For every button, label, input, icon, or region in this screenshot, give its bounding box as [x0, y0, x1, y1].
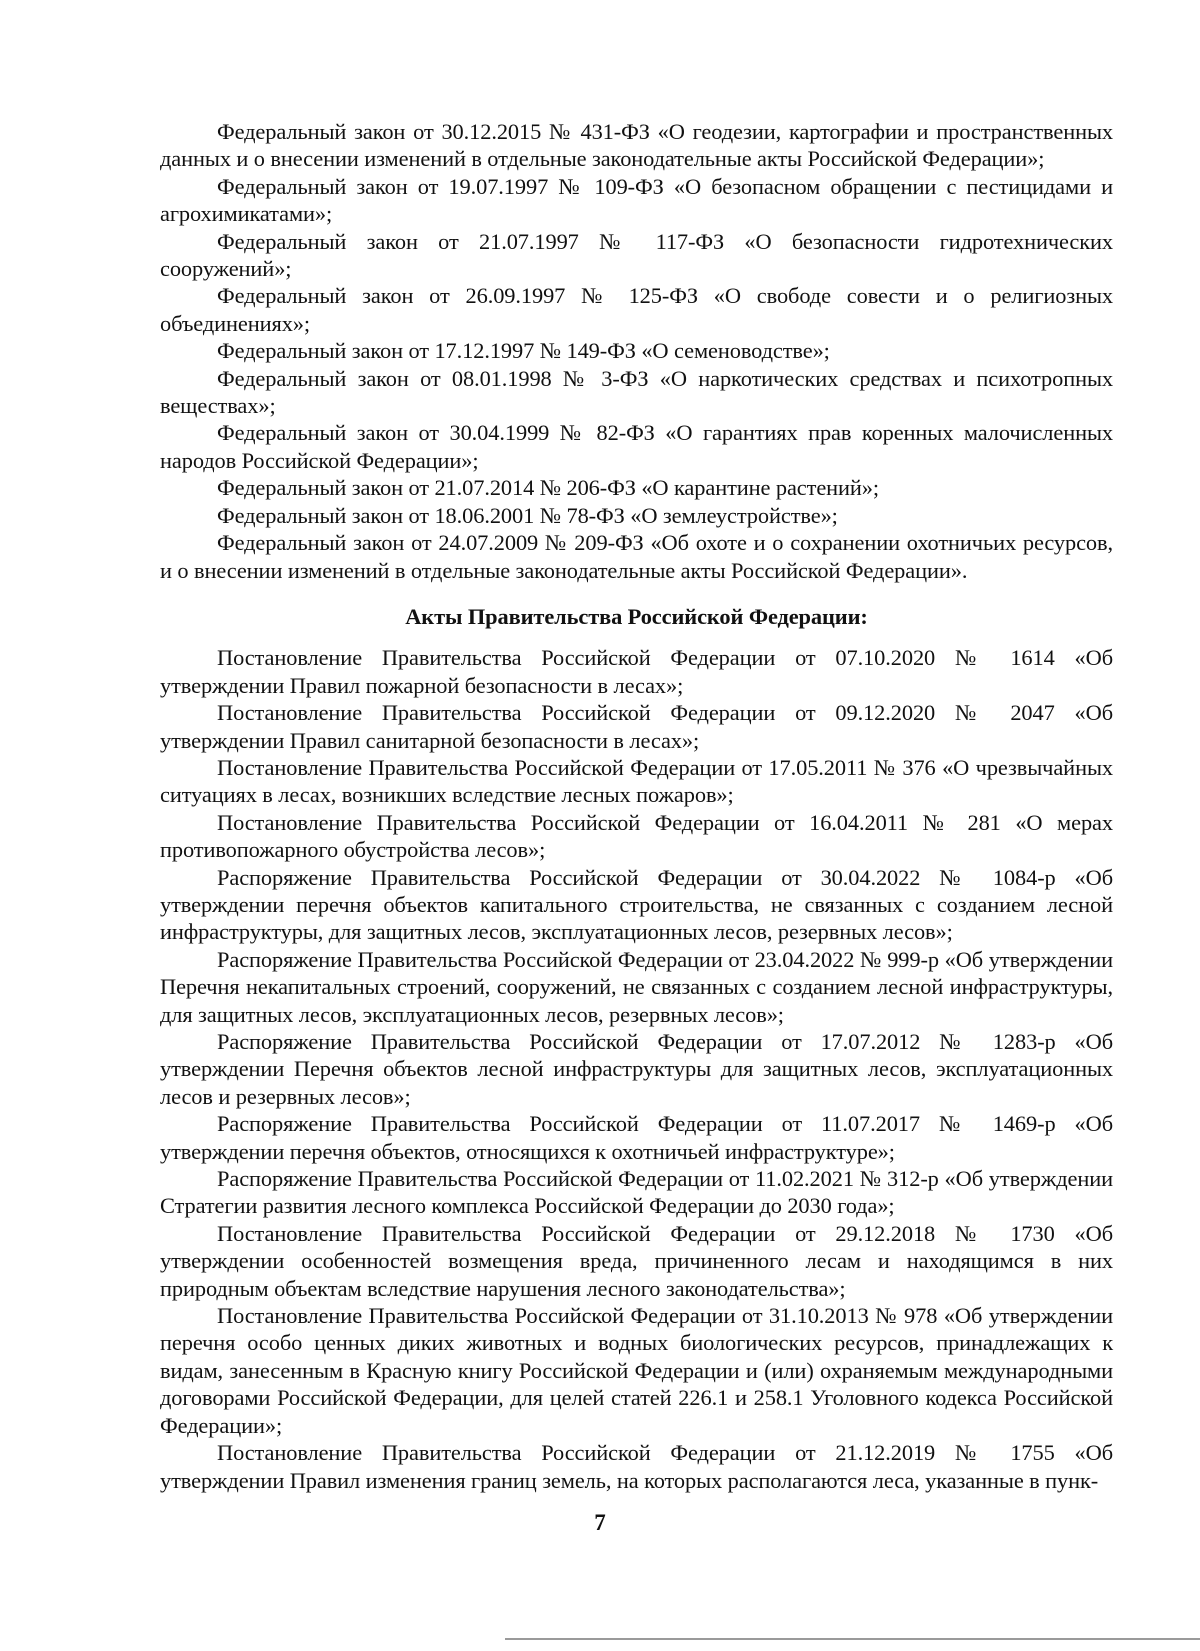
- document-page: [160, 118, 1113, 1494]
- federal-law-item: Федеральный закон от 26.09.1997 № 125-ФЗ «О свободе совести и о религиозных объединениях»;: [160, 283, 1113, 336]
- government-act-item: Распоряжение Правительства Российской Федерации от 11.02.2021 № 312-р «Об утверждении Стратегии развития лесного комплекса Российской Федерации до 2030 года»;: [160, 1166, 1113, 1219]
- government-act-item: Распоряжение Правительства Российской Федерации от 23.04.2022 № 999-р «Об утверждении Перечня некапитальных строений, сооружений, не связанных с созданием лесной инфраструктуры, для защитных лесов, эксплуатационных лесов, резервных лесов»;: [160, 946, 1113, 1027]
- federal-law-item: Федеральный закон от 17.12.1997 № 149-ФЗ «О семеноводстве»;: [217, 338, 830, 364]
- federal-law-item: Федеральный закон от 21.07.1997 № 117-ФЗ «О безопасности гидротехнических сооружений»;: [160, 228, 1113, 282]
- government-act-item: Распоряжение Правительства Российской Федерации от 11.07.2017 № 1469-р «Об утверждении перечня объектов, относящихся к охотничьей инфраструктуре»;: [160, 1111, 1113, 1164]
- federal-law-item: Федеральный закон от 08.01.1998 № 3-ФЗ «О наркотических средствах и психотропных веществах»;: [160, 365, 1113, 419]
- government-act-item: Постановление Правительства Российской Федерации от 09.12.2020 № 2047 «Об утверждении Правил санитарной безопасности в лесах»;: [160, 700, 1113, 753]
- government-act-item: Постановление Правительства Российской Федерации от 07.10.2020 № 1614 «Об утверждении Правил пожарной безопасности в лесах»;: [160, 645, 1113, 698]
- government-acts-list: [160, 644, 1113, 1494]
- federal-law-item: Федеральный закон от 30.04.1999 № 82-ФЗ «О гарантиях прав коренных малочисленных народов Российской Федерации»;: [160, 420, 1113, 473]
- government-act-item: Постановление Правительства Российской Федерации от 17.05.2011 № 376 «О чрезвычайных ситуациях в лесах, возникших вследствие лесных пожаров»;: [160, 754, 1113, 808]
- government-act-item: Постановление Правительства Российской Федерации от 29.12.2018 № 1730 «Об утверждении особенностей возмещения вреда, причиненного лесам и находящимся в них природным объектам вследствие нарушения лесного законодательства»;: [160, 1220, 1113, 1301]
- section-heading: Акты Правительства Российской Федерации:: [405, 603, 868, 629]
- federal-law-item: Федеральный закон от 18.06.2001 № 78-ФЗ «О землеустройстве»;: [217, 502, 838, 528]
- government-act-item: Распоряжение Правительства Российской Федерации от 30.04.2022 № 1084-р «Об утверждении перечня объектов капитального строительства, не связанных с созданием лесной инфраструктуры, для защитных лесов, эксплуатационных лесов, резервных лесов»;: [160, 864, 1113, 945]
- federal-law-item: Федеральный закон от 24.07.2009 № 209-ФЗ «Об охоте и о сохранении охотничьих ресурсов, и о внесении изменений в отдельные законодательные акты Российской Федерации».: [160, 530, 1113, 583]
- government-act-item: Постановление Правительства Российской Федерации от 31.10.2013 № 978 «Об утверждении перечня особо ценных диких животных и водных биологических ресурсов, принадлежащих к видам, занесенным в Красную книгу Российской Федерации и (или) охраняемым международными договорами Российской Федерации, для целей статей 226.1 и 258.1 Уголовного кодекса Российской Федерации»;: [160, 1303, 1113, 1438]
- page-number: 7: [594, 1510, 606, 1535]
- government-act-item: Постановление Правительства Российской Федерации от 16.04.2011 № 281 «О мерах противопожарного обустройства лесов»;: [160, 809, 1113, 863]
- federal-law-item: Федеральный закон от 21.07.2014 № 206-ФЗ «О карантине растений»;: [217, 475, 880, 501]
- federal-law-item: Федеральный закон от 30.12.2015 № 431-ФЗ «О геодезии, картографии и пространственных данных и о внесении изменений в отдельные законодательные акты Российской Федерации»;: [160, 119, 1113, 172]
- scan-edge-line: [505, 1638, 1200, 1640]
- federal-law-item: Федеральный закон от 19.07.1997 № 109-ФЗ «О безопасном обращении с пестицидами и агрохимикатами»;: [160, 173, 1113, 227]
- federal-laws-list: [160, 118, 1113, 584]
- government-act-item: Постановление Правительства Российской Федерации от 21.12.2019 № 1755 «Об утверждении Правил изменения границ земель, на которых располагаются леса, указанные в пунк-: [160, 1440, 1113, 1493]
- government-act-item: Распоряжение Правительства Российской Федерации от 17.07.2012 № 1283-р «Об утверждении Перечня объектов лесной инфраструктуры для защитных лесов, эксплуатационных лесов и резервных лесов»;: [160, 1029, 1113, 1109]
